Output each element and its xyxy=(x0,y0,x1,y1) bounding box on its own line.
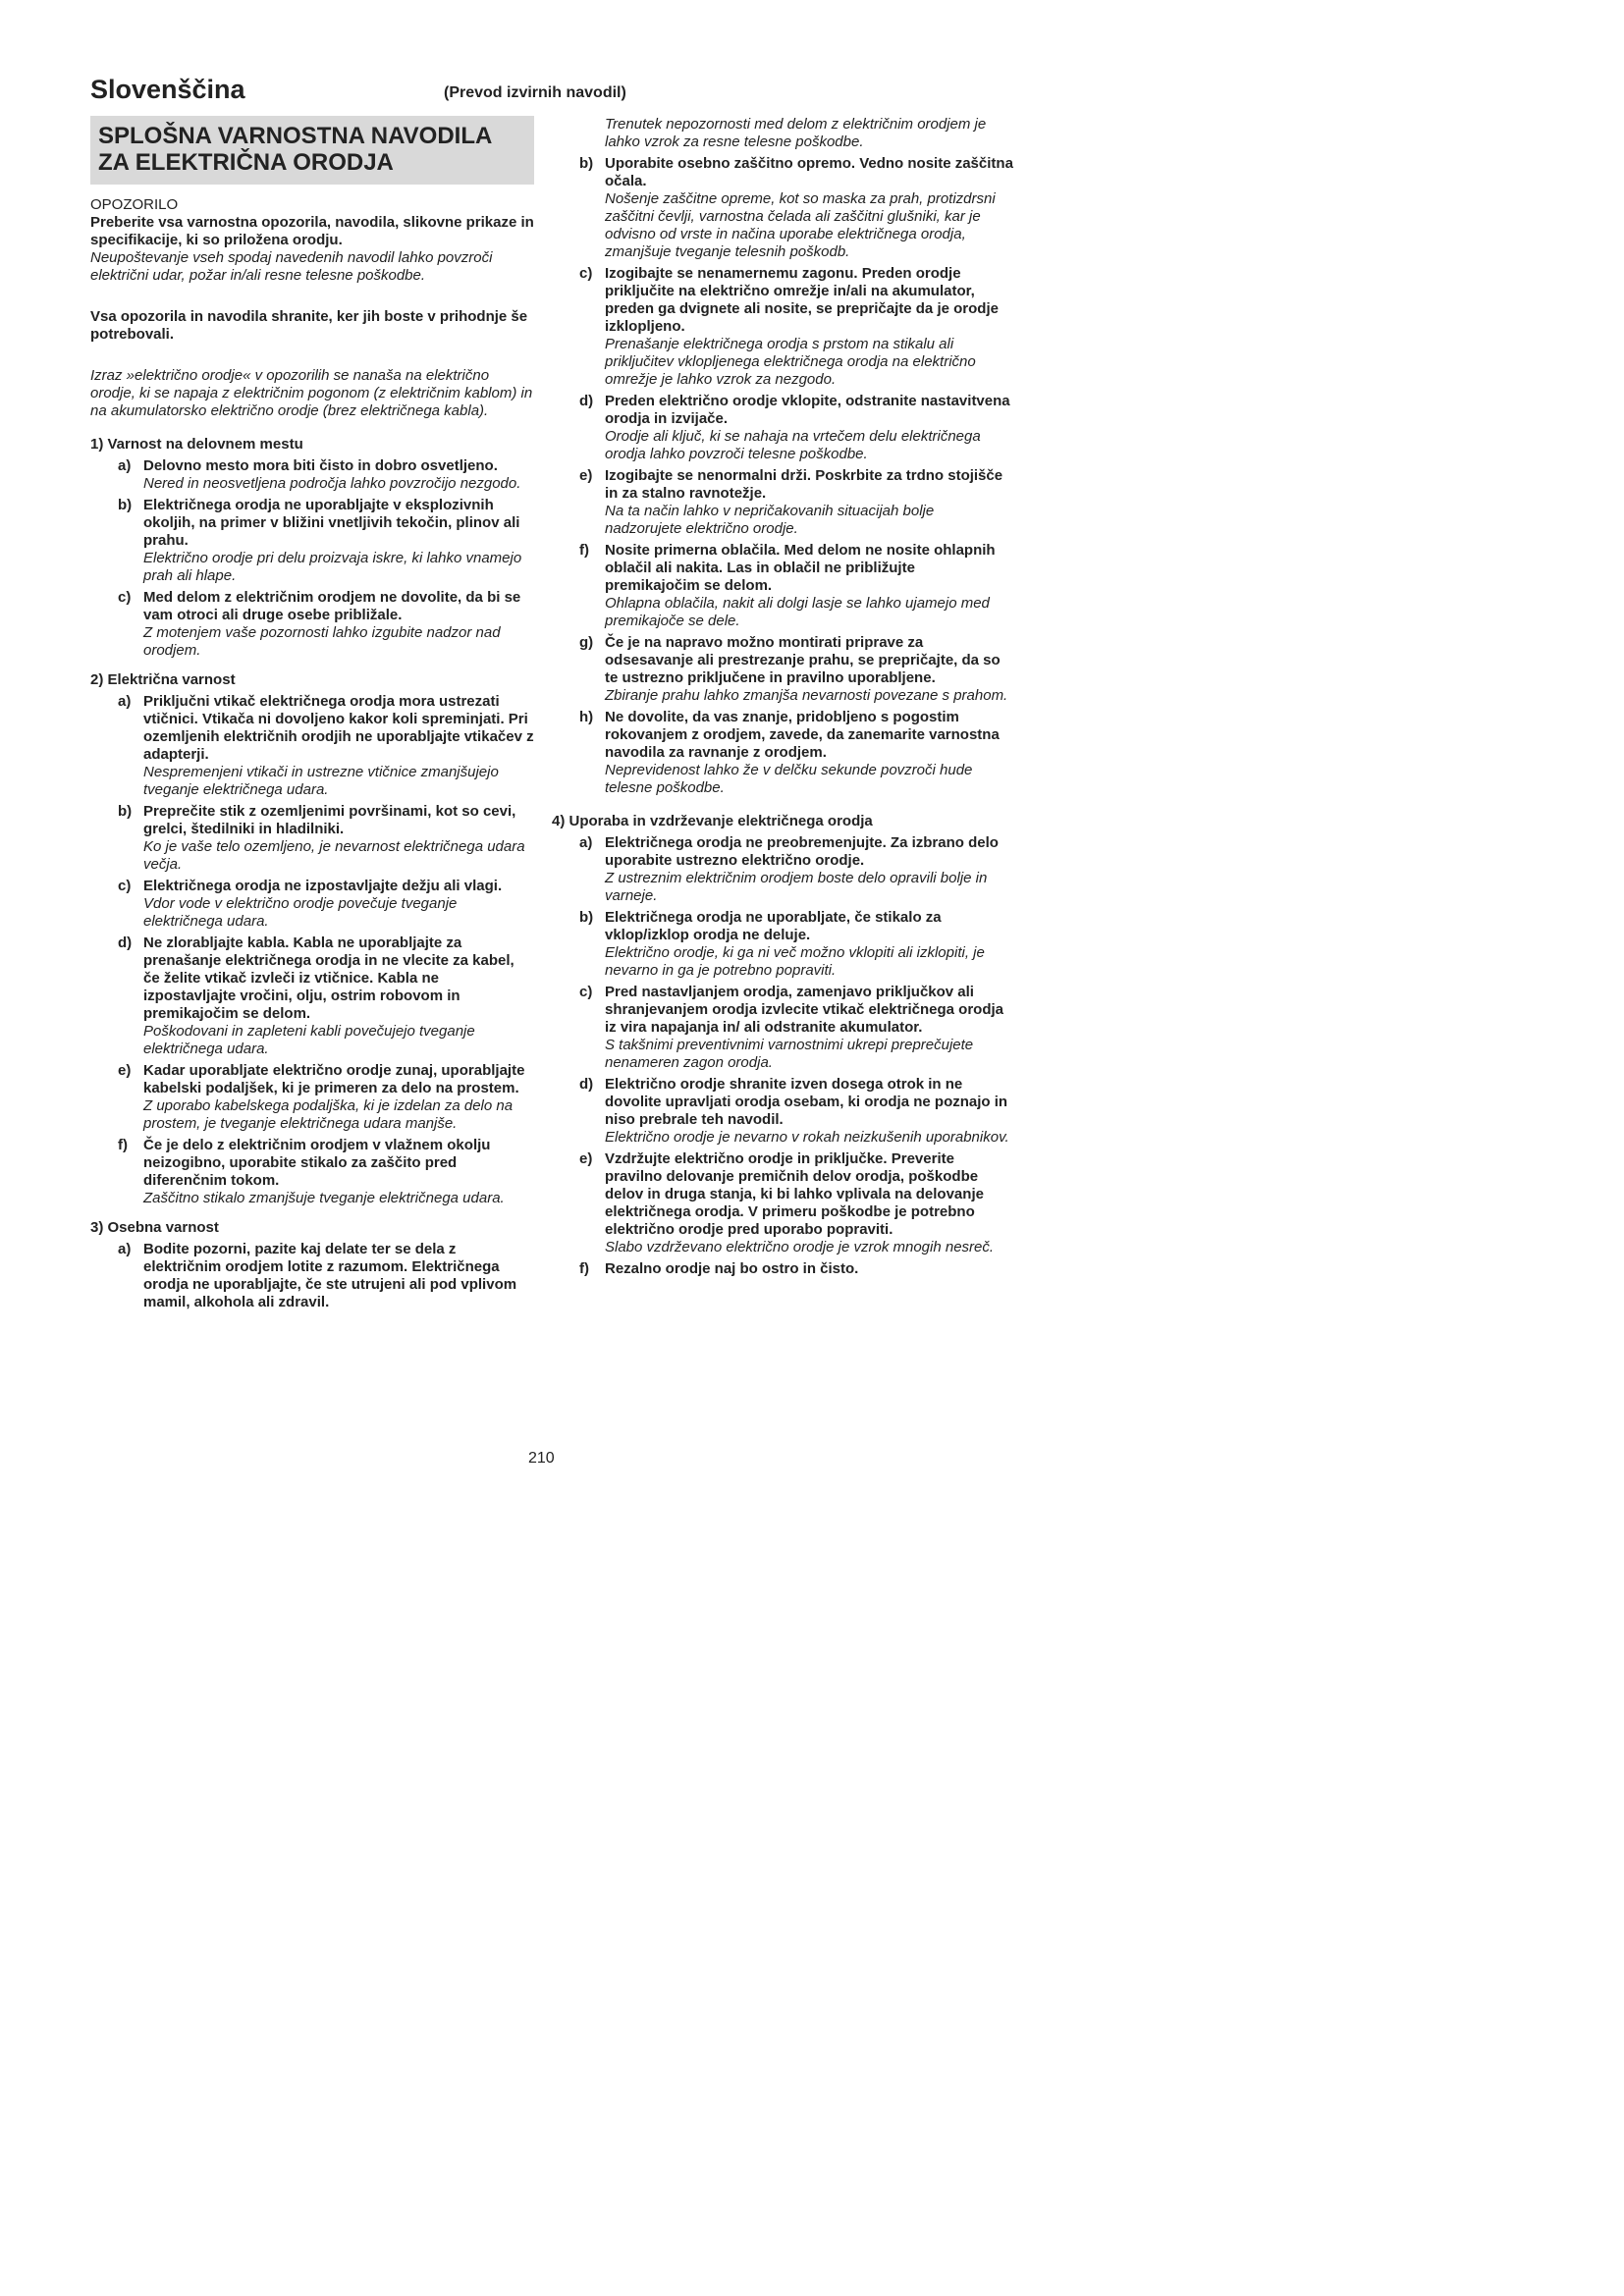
item-label: c) xyxy=(579,984,593,1000)
item-title: Bodite pozorni, pazite kaj delate ter se dela z električnim orodjem lotite z razumom. Električnega orodja ne uporabljajte, če ste utrujeni ali pod vplivom mamil, alkohola ali zdravil. xyxy=(143,1241,517,1310)
item-label: d) xyxy=(118,934,133,951)
list-item xyxy=(552,542,1013,630)
item-label: e) xyxy=(579,1150,593,1167)
item-description: Prenašanje električnega orodja s prstom na stikalu ali priključitev vklopljenega električnega orodja na električno omrežje je lahko vzrok za nezgodo. xyxy=(605,336,976,388)
term-definition: Izraz »električno orodje« v opozorilih se nanaša na električno orodje, ki se napaja z električnim pogonom (z električnim kablom) in na akumulatorsko električno orodje (brez električnega kabla). xyxy=(90,367,533,419)
item-description: Orodje ali ključ, ki se nahaja na vrtečem delu električnega orodja lahko povzroči telesne poškodbe. xyxy=(605,428,981,462)
item-title: Preden električno orodje vklopite, odstranite nastavitvena orodja in izvijače. xyxy=(605,393,1010,427)
item-label: d) xyxy=(579,393,594,409)
item-label: b) xyxy=(579,909,594,926)
item-label: a) xyxy=(118,1241,132,1257)
list-item xyxy=(90,1137,534,1207)
item-description: Električno orodje pri delu proizvaja iskre, ki lahko vnamejo prah ali hlape. xyxy=(143,550,522,584)
section-heading: SPLOŠNA VARNOSTNA NAVODILA ZA ELEKTRIČNA ORODJA xyxy=(90,116,534,185)
left-column xyxy=(90,116,534,1311)
item-title: Vzdržujte električno orodje in priključke. Preverite pravilno delovanje premičnih delov orodja, poškodbe delov in druga stanja, ki bi lahko vplivala na delovanje električnega orodja. V primeru poškodbe je potrebno električno orodje pred uporabo popraviti. xyxy=(605,1150,984,1238)
item-label: f) xyxy=(579,1260,589,1277)
item-title: Pred nastavljanjem orodja, zamenjavo priključkov ali shranjevanjem orodja izvlecite vtikač električnega orodja iz vira napajanja in/ ali odstranite akumulator. xyxy=(605,984,1004,1036)
item-description: Poškodovani in zapleteni kabli povečujejo tveganje električnega udara. xyxy=(143,1023,475,1057)
list-item xyxy=(552,1260,1013,1278)
item-title: Električnega orodja ne preobremenjujte. Za izbrano delo uporabite ustrezno električno orodje. xyxy=(605,834,999,869)
page-number: 210 xyxy=(528,1450,555,1467)
list-item xyxy=(90,589,534,660)
item-title: Izogibajte se nenamernemu zagonu. Preden orodje priključite na električno omrežje in/ali na akumulator, preden ga dvignete ali nosite, se prepričajte da je orodje izklopljeno. xyxy=(605,265,999,335)
item-title: Priključni vtikač električnega orodja mora ustrezati vtičnici. Vtikača ni dovoljeno kakor koli spreminjati. Pri ozemljenih električnih orodjih ne uporabljajte vtikačev z adapterji. xyxy=(143,693,534,763)
item-description: Električno orodje je nevarno v rokah neizkušenih uporabnikov. xyxy=(605,1129,1009,1146)
list-item xyxy=(90,878,534,931)
item-title: Če je na napravo možno montirati priprave za odsesavanje ali prestrezanje prahu, se prepričajte, da so te ustrezno priključene in pravilno uporabljene. xyxy=(605,634,1001,686)
item-label: b) xyxy=(579,155,594,172)
item-label: c) xyxy=(579,265,593,282)
item-description: Ko je vaše telo ozemljeno, je nevarnost električnega udara večja. xyxy=(143,838,525,873)
list-item xyxy=(90,457,534,493)
section-1-title: 1) Varnost na delovnem mestu xyxy=(90,436,303,453)
item-description: Vdor vode v električno orodje povečuje tveganje električnega udara. xyxy=(143,895,458,930)
item-label: c) xyxy=(118,589,132,606)
item-description: Z ustreznim električnim orodjem boste delo opravili bolje in varneje. xyxy=(605,870,988,904)
list-item xyxy=(552,393,1013,463)
list-item xyxy=(552,265,1013,389)
item-label: b) xyxy=(118,803,133,820)
item-label: e) xyxy=(579,467,593,484)
language-title: Slovenščina xyxy=(90,75,245,104)
item-label: c) xyxy=(118,878,132,894)
item-label: a) xyxy=(118,457,132,474)
section-3-title: 3) Osebna varnost xyxy=(90,1219,219,1236)
item-description: Nošenje zaščitne opreme, kot so maska za prah, protizdrsni zaščitni čevlji, varnostna čelada ali zaščitni glušniki, kar je odvisno od vrste in načina uporabe električnega orodja, zmanjšuje tveganje telesnih poškodb. xyxy=(605,190,996,260)
item-description: Nespremenjeni vtikači in ustrezne vtičnice zmanjšujejo tveganje električnega udara. xyxy=(143,764,499,798)
item-label: e) xyxy=(118,1062,132,1079)
item-title: Če je delo z električnim orodjem v vlažnem okolju neizogibno, uporabite stikalo za zaščito pred diferenčnim tokom. xyxy=(143,1137,491,1189)
item-label: a) xyxy=(579,834,593,851)
list-item xyxy=(90,803,534,874)
item-description: Slabo vzdrževano električno orodje je vzrok mnogih nesreč. xyxy=(605,1239,995,1255)
item-title: Nosite primerna oblačila. Med delom ne nosite ohlapnih oblačil ali nakita. Las in oblačil ne približujte premikajočim se delom. xyxy=(605,542,996,594)
item-description: Neprevidenost lahko že v delčku sekunde povzroči hude telesne poškodbe. xyxy=(605,762,973,796)
item-title: Električnega orodja ne uporabljate, če stikalo za vklop/izklop orodja ne deluje. xyxy=(605,909,942,943)
list-item xyxy=(552,1076,1013,1147)
list-item xyxy=(90,693,534,799)
item-title: Med delom z električnim orodjem ne dovolite, da bi se vam otroci ali druge osebe približale. xyxy=(143,589,521,623)
item-description: Nered in neosvetljena področja lahko povzročijo nezgodo. xyxy=(143,475,521,492)
item-description: Z uporabo kabelskega podaljška, ki je izdelan za delo na prostem, je tveganje električnega udara manjše. xyxy=(143,1097,514,1132)
item-description: Zbiranje prahu lahko zmanjša nevarnosti povezane s prahom. xyxy=(605,687,1008,704)
item-title: Rezalno orodje naj bo ostro in čisto. xyxy=(605,1260,859,1277)
item-title: Kadar uporabljate električno orodje zunaj, uporabljajte kabelski podaljšek, ki je primeren za delo na prostem. xyxy=(143,1062,525,1096)
item-title: Uporabite osebno zaščitno opremo. Vedno nosite zaščitna očala. xyxy=(605,155,1013,189)
item-title: Izogibajte se nenormalni drži. Poskrbite za trdno stojišče in za stalno ravnotežje. xyxy=(605,467,1003,502)
item-description: Električno orodje, ki ga ni več možno vklopiti ali izklopiti, je nevarno in ga je potrebno popraviti. xyxy=(605,944,985,979)
warning-italic-text: Neupoštevanje vseh spodaj navedenih navodil lahko povzroči električni udar, požar in/ali resne telesne poškodbe. xyxy=(90,249,493,284)
item-title: Električno orodje shranite izven dosega otrok in ne dovolite upravljati orodja osebam, ki orodja ne poznajo in niso prebrale teh navodil. xyxy=(605,1076,1008,1128)
list-item xyxy=(90,1241,534,1311)
item-description: Zaščitno stikalo zmanjšuje tveganje električnega udara. xyxy=(143,1190,505,1206)
list-item xyxy=(552,467,1013,538)
list-item xyxy=(90,1062,534,1133)
item-title: Preprečite stik z ozemljenimi površinami, kot so cevi, grelci, štedilniki in hladilniki. xyxy=(143,803,516,837)
item-label: b) xyxy=(118,497,133,513)
item-description: S takšnimi preventivnimi varnostnimi ukrepi preprečujete nenameren zagon orodja. xyxy=(605,1037,974,1071)
document-subtitle: (Prevod izvirnih navodil) xyxy=(444,84,626,101)
item-title: Ne dovolite, da vas znanje, pridobljeno s pogostim rokovanjem z orodjem, zavede, da zanemarite varnostna navodila za ravnanje z orodjem. xyxy=(605,709,1000,761)
list-item xyxy=(552,155,1013,261)
item-label: f) xyxy=(118,1137,128,1153)
list-item xyxy=(552,909,1013,980)
list-item xyxy=(552,834,1013,905)
item-title: Električnega orodja ne uporabljajte v eksplozivnih okoljih, na primer v bližini vnetljivih tekočin, plinov ali prahu. xyxy=(143,497,520,549)
list-item xyxy=(552,634,1013,705)
item-title: Ne zlorabljajte kabla. Kabla ne uporabljajte za prenašanje električnega orodja in ne vlecite za kabel, če želite vtikač izvleči iz vtičnice. Kabla ne izpostavljajte vročini, olju, ostrim robovom in premikajočim se delom. xyxy=(143,934,514,1022)
right-column xyxy=(552,116,1013,1278)
list-item xyxy=(552,709,1013,797)
item-title: Električnega orodja ne izpostavljajte dežju ali vlagi. xyxy=(143,878,503,894)
item-description-continued: Trenutek nepozornosti med delom z električnim orodjem je lahko vzrok za resne telesne poškodbe. xyxy=(605,116,987,150)
warning-bold-text: Preberite vsa varnostna opozorila, navodila, slikovne prikaze in specifikacije, ki so priložena orodju. xyxy=(90,214,534,248)
item-label: g) xyxy=(579,634,594,651)
item-description: Ohlapna oblačila, nakit ali dolgi lasje se lahko ujamejo med premikajoče se dele. xyxy=(605,595,990,629)
item-label: a) xyxy=(118,693,132,710)
section-4-title: 4) Uporaba in vzdrževanje električnega orodja xyxy=(552,813,873,829)
item-title: Delovno mesto mora biti čisto in dobro osvetljeno. xyxy=(143,457,498,474)
section-2-title: 2) Električna varnost xyxy=(90,671,236,688)
warning-label: OPOZORILO xyxy=(90,196,179,213)
item-label: f) xyxy=(579,542,589,559)
list-item xyxy=(552,984,1013,1072)
list-item xyxy=(90,934,534,1058)
item-label: d) xyxy=(579,1076,594,1093)
item-description: Z motenjem vaše pozornosti lahko izgubite nadzor nad orodjem. xyxy=(143,624,501,659)
list-item xyxy=(90,497,534,585)
list-item xyxy=(552,1150,1013,1256)
item-label: h) xyxy=(579,709,594,725)
item-description: Na ta način lahko v nepričakovanih situacijah bolje nadzorujete električno orodje. xyxy=(605,503,935,537)
keep-instructions: Vsa opozorila in navodila shranite, ker jih boste v prihodnje še potrebovali. xyxy=(90,308,528,343)
